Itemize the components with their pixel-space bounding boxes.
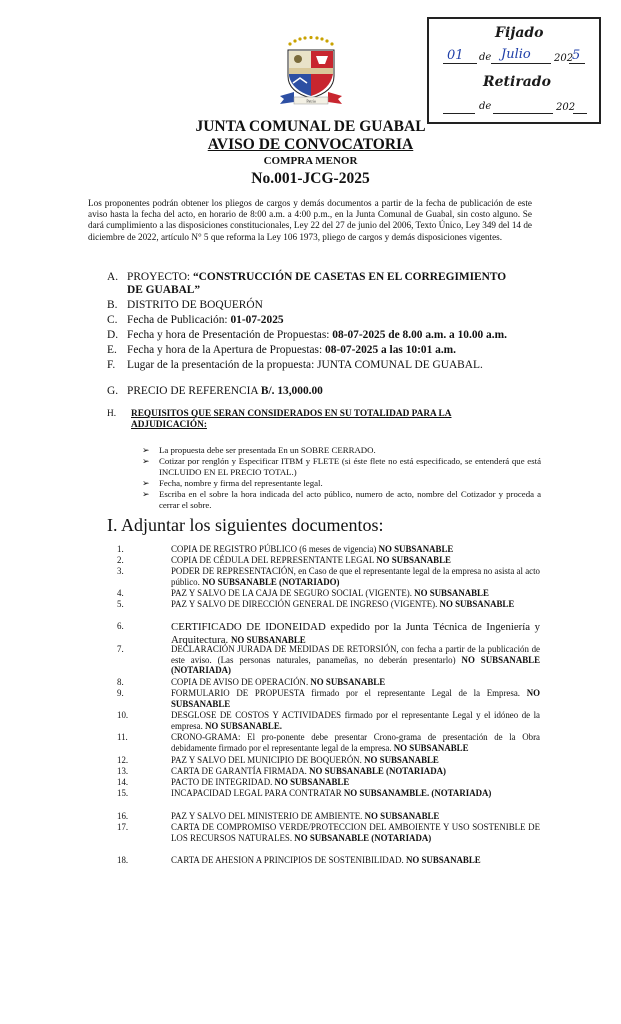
document-number: 11. bbox=[117, 732, 128, 742]
stamp-fijado-month: Julio bbox=[501, 47, 531, 62]
stamp-fijado-label: Fijado bbox=[495, 25, 544, 41]
svg-text:Patria: Patria bbox=[306, 98, 316, 104]
document-text: COPIA DE AVISO DE OPERACIÓN. NO SUBSANABLE bbox=[171, 677, 386, 687]
document-number: 12. bbox=[117, 755, 129, 765]
document-text: CRONO-GRAMA: El pro-ponente debe presentar Crono-grama de presentación de la Obra debidamente firmado por el representante legal de la empresa. NO SUBSANABLE bbox=[171, 732, 540, 753]
org-title: JUNTA COMUNAL DE GUABAL bbox=[195, 118, 426, 135]
notice-title: AVISO DE CONVOCATORIA bbox=[207, 136, 414, 153]
document-number: 16. bbox=[117, 811, 129, 821]
document-text: PAZ Y SALVO DEL MUNICIPIO DE BOQUERÓN. NO SUBSANABLE bbox=[171, 755, 439, 765]
item-d: D. Fecha y hora de Presentación de Propuestas: 08-07-2025 de 8.00 a.m. a 10.00 a.m. bbox=[107, 329, 507, 341]
document-number: 8. bbox=[117, 677, 124, 687]
stamp-fijado-day: 01 bbox=[447, 48, 464, 63]
item-f: F. Lugar de la presentación de la propuesta: JUNTA COMUNAL DE GUABAL. bbox=[107, 359, 483, 371]
document-text: CARTA DE COMPROMISO VERDE/PROTECCION DEL AMBOIENTE Y USO SOSTENIBLE DE LOS RECURSOS NATURALES. NO SUBSANABLE (NOTARIADA) bbox=[171, 822, 540, 843]
section-i-heading: I. Adjuntar los siguientes documentos: bbox=[107, 515, 384, 535]
posting-stamp bbox=[427, 17, 601, 124]
document-number: 14. bbox=[117, 777, 129, 787]
document-text: PODER DE REPRESENTACIÓN, en Caso de que el representante legal de la empresa no asista al acto público. NO SUBSANABLE (NOTARIADO) bbox=[171, 566, 540, 587]
item-b: B. DISTRITO DE BOQUERÓN bbox=[107, 299, 263, 311]
document-number: 2. bbox=[117, 555, 124, 565]
document-number: 7. bbox=[117, 644, 124, 654]
document-text: CARTA DE GARANTÍA FIRMADA. NO SUBSANABLE (NOTARIADA) bbox=[171, 766, 446, 776]
stamp-retirado-label: Retirado bbox=[483, 74, 551, 90]
item-a-continuation: DE GUABAL” bbox=[127, 284, 201, 296]
document-text: PAZ Y SALVO DE LA CAJA DE SEGURO SOCIAL (VIGENTE). NO SUBSANABLE bbox=[171, 588, 489, 598]
document-text: FORMULARIO DE PROPUESTA firmado por el representante Legal de la Empresa. NO SUBSANABLE bbox=[171, 688, 540, 709]
document-number: 3. bbox=[117, 566, 124, 576]
documents-list bbox=[117, 544, 542, 894]
item-e: E. Fecha y hora de la Apertura de Propuestas: 08-07-2025 a las 10:01 a.m. bbox=[107, 344, 456, 356]
details-list bbox=[107, 270, 547, 400]
document-number: 13. bbox=[117, 766, 129, 776]
document-number: 4. bbox=[117, 588, 124, 598]
stamp-fijado-year-suffix: 5 bbox=[572, 48, 581, 63]
document-text: DESGLOSE DE COSTOS Y ACTIVIDADES firmado por el representante Legal y el idóneo de la empresa. NO SUBSANABLE. bbox=[171, 710, 540, 731]
document-text: INCAPACIDAD LEGAL PARA CONTRATAR NO SUBSANAMBLE. (NOTARIADA) bbox=[171, 788, 492, 798]
document-number: 6. bbox=[117, 621, 124, 631]
document-text: DECLARACIÓN JURADA DE MEDIDAS DE RETORSIÓN, con fecha a partir de la publicación de este aviso. (Las personas naturales, panameñas, no deberán presentarlo) NO SUBSANABLE (NOTARIADA) bbox=[171, 644, 540, 676]
document-number: 5. bbox=[117, 599, 124, 609]
document-text: PAZ Y SALVO DEL MINISTERIO DE AMBIENTE. NO SUBSANABLE bbox=[171, 811, 440, 821]
document-number: 15. bbox=[117, 788, 129, 798]
notice-type: COMPRA MENOR bbox=[263, 155, 358, 167]
stamp-retirado-de: de bbox=[479, 101, 492, 112]
document-number: 17. bbox=[117, 822, 129, 832]
document-text: CARTA DE AHESION A PRINCIPIOS DE SOSTENIBILIDAD. NO SUBSANABLE bbox=[171, 855, 481, 865]
notice-number: No.001-JCG-2025 bbox=[251, 170, 370, 187]
intro-paragraph: Los proponentes podrán obtener los pliegos de cargos y demás documentos a partir de la fecha de publicación de este aviso hasta la fecha del acto, en horario de 8:00 a.m. a 4:00 p.m., en la Junta Comunal de Guabal, sin costo alguno. Se dará cumplimiento a las disposiciones constitucionales, Ley 22 del 27 de junio del 2006, Texto Único, Ley 349 del 14 de diciembre de 2022, artículo N° 5 que reforma la Ley 106 1973, pliego de cargos y demás disposiciones vigentes. bbox=[88, 198, 532, 242]
coat-of-arms-logo bbox=[278, 36, 344, 110]
requirements-bullets: ➢ La propuesta debe ser presentada En un SOBRE CERRADO. ➢ Cotizar por renglón y Especificar ITBM y FLETE (si éste flete no está especificado, se entenderá que está INCLUIDO EN EL PRECIO TOTAL.) ➢ Fecha, nombre y firma del representante legal. ➢ Escriba en el sobre la hora indicada del acto público, numero de acto, nombre del Cotizador y proceda a cerrar el sobre. bbox=[142, 445, 541, 510]
document-text: PACTO DE INTEGRIDAD. NO SUBSANABLE bbox=[171, 777, 350, 787]
document-number: 9. bbox=[117, 688, 124, 698]
item-a: A. PROYECTO: “CONSTRUCCIÓN DE CASETAS EN EL CORREGIMIENTO bbox=[107, 271, 507, 283]
document-text: COPIA DE CÉDULA DEL REPRESENTANTE LEGAL NO SUBSANABLE bbox=[171, 555, 451, 565]
item-g: G. PRECIO DE REFERENCIA B/. 13,000.00 bbox=[107, 385, 323, 397]
document-number: 18. bbox=[117, 855, 129, 865]
document-number: 10. bbox=[117, 710, 129, 720]
item-c: C. Fecha de Publicación: 01-07-2025 bbox=[107, 314, 284, 326]
stamp-fijado-de: de bbox=[479, 52, 492, 63]
stamp-retirado-year-prefix: 202 bbox=[556, 102, 576, 113]
document-text: COPIA DE REGISTRO PÚBLICO (6 meses de vigencia) NO SUBSANABLE bbox=[171, 544, 454, 554]
document-text: CERTIFICADO DE IDONEIDAD expedido por la Junta Técnica de Ingeniería y Arquitectura. NO SUBSANABLE bbox=[171, 621, 540, 646]
stamp-fijado-year-prefix: 202 bbox=[554, 53, 574, 64]
document-number: 1. bbox=[117, 544, 124, 554]
document-text: PAZ Y SALVO DE DIRECCIÓN GENERAL DE INGRESO (VIGENTE). NO SUBSANABLE bbox=[171, 599, 515, 609]
